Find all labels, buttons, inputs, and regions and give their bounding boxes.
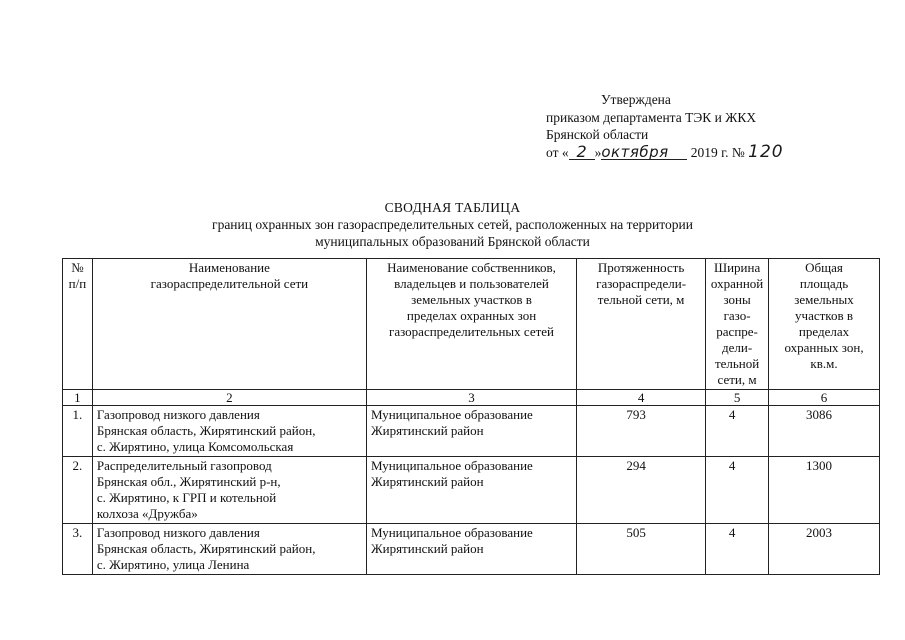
area-cell: 2003: [769, 524, 880, 575]
index-cell: 3: [366, 390, 576, 406]
zone-width-cell: 4: [706, 457, 769, 524]
header-zone-width: Ширина охранной зоны газо- распре- дели- тельной сети, м: [706, 259, 769, 390]
handwritten-month: октября: [601, 145, 687, 160]
header-network-name: Наименование газораспределительной сети: [92, 259, 366, 390]
area-cell: 1300: [769, 457, 880, 524]
header-total-area: Общая площадь земельных участков в пределах охранных зон, кв.м.: [769, 259, 880, 390]
approval-line-1: Утверждена: [601, 92, 671, 107]
row-number: 2.: [63, 457, 93, 524]
date-year: 2019 г.: [690, 144, 729, 160]
length-cell: 793: [577, 406, 706, 457]
document-title: СВОДНАЯ ТАБЛИЦА: [384, 200, 521, 215]
network-name-cell: Газопровод низкого давления Брянская область, Жирятинский район, с. Жирятино, улица Ленина: [92, 524, 366, 575]
subtitle-line-2: муниципальных образований Брянской области: [315, 234, 590, 249]
index-cell: 1: [63, 390, 93, 406]
handwritten-day: 2: [569, 145, 595, 160]
header-length: Протяженность газораспредели- тельной сети, м: [577, 259, 706, 390]
document-subtitle: [0, 216, 905, 250]
table-row: [63, 406, 880, 457]
number-sign: №: [731, 144, 745, 160]
area-cell: 3086: [769, 406, 880, 457]
zone-width-cell: 4: [706, 524, 769, 575]
handwritten-order-number: 120: [748, 141, 784, 162]
approval-block: [546, 91, 846, 161]
approval-date-line: [546, 141, 846, 162]
owner-cell: Муниципальное образование Жирятинский район: [366, 524, 576, 575]
index-cell: 5: [706, 390, 769, 406]
column-index-row: [63, 390, 880, 406]
network-name-cell: Распределительный газопровод Брянская обл., Жирятинский р-н, с. Жирятино, к ГРП и котельной колхоза «Дружба»: [92, 457, 366, 524]
row-number: 1.: [63, 406, 93, 457]
subtitle-line-1: границ охранных зон газораспределительных сетей, расположенных на территории: [212, 217, 693, 232]
network-name-cell: Газопровод низкого давления Брянская область, Жирятинский район, с. Жирятино, улица Комсомольская: [92, 406, 366, 457]
header-owners: Наименование собственников, владельцев и пользователей земельных участков в пределах охранных зон газораспределительных сетей: [366, 259, 576, 390]
zone-width-cell: 4: [706, 406, 769, 457]
table-row: [63, 524, 880, 575]
table-row: [63, 457, 880, 524]
table-header-row: [63, 259, 880, 390]
index-cell: 6: [769, 390, 880, 406]
summary-table: [62, 258, 880, 575]
approval-line-2: приказом департамента ТЭК и ЖКХ: [546, 109, 757, 125]
date-prefix: от «: [546, 144, 569, 160]
row-number: 3.: [63, 524, 93, 575]
owner-cell: Муниципальное образование Жирятинский район: [366, 457, 576, 524]
index-cell: 4: [577, 390, 706, 406]
date-quote-close: »: [594, 144, 602, 160]
length-cell: 294: [577, 457, 706, 524]
index-cell: 2: [92, 390, 366, 406]
header-num: № п/п: [63, 259, 93, 390]
length-cell: 505: [577, 524, 706, 575]
approval-line-3: Брянской области: [546, 127, 649, 142]
owner-cell: Муниципальное образование Жирятинский район: [366, 406, 576, 457]
